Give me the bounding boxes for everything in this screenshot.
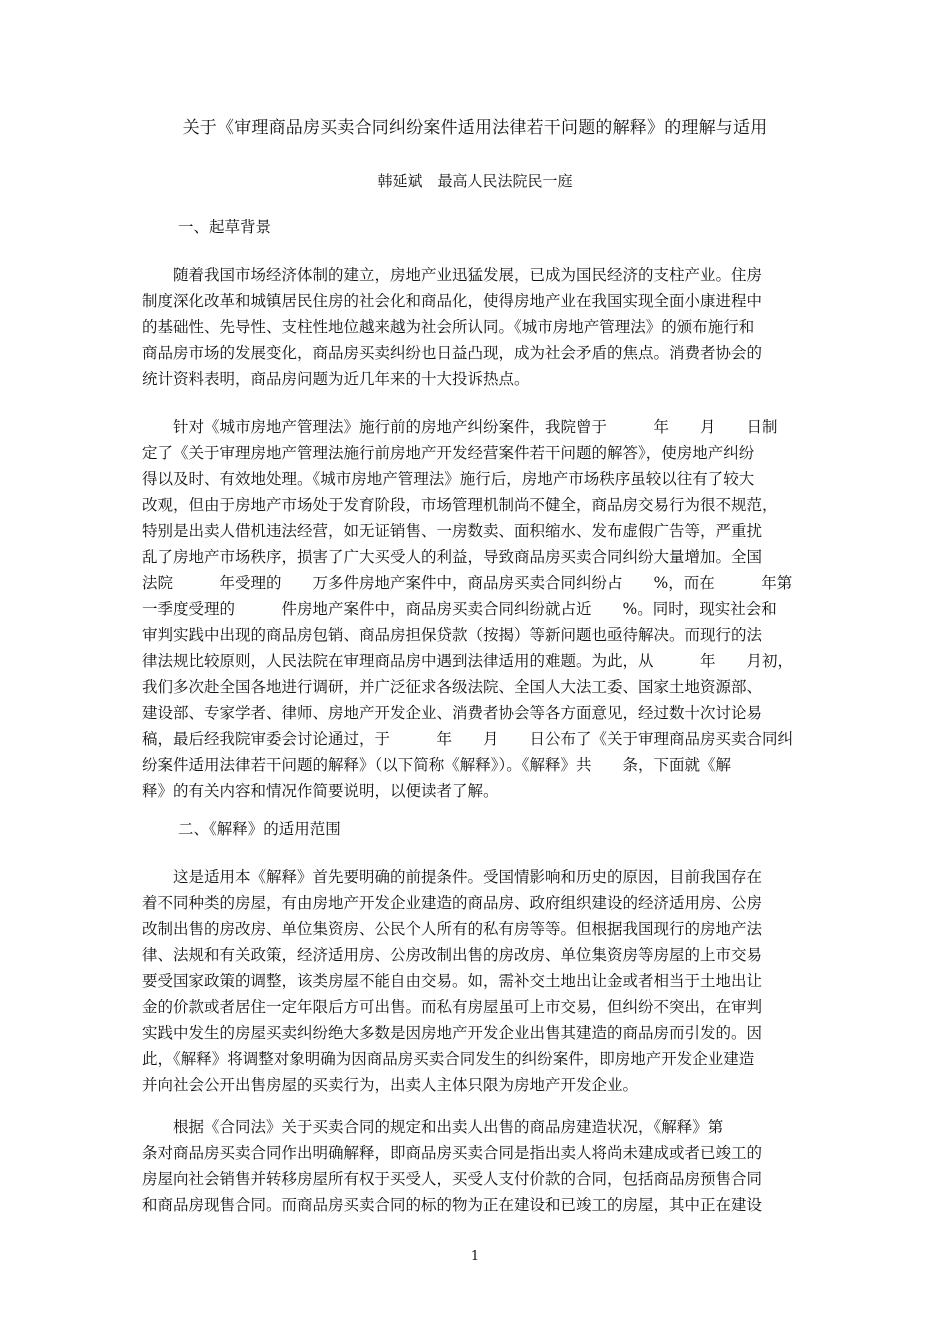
paragraph-line: 审判实践中出现的商品房包销、商品房担保贷款（按揭）等新问题也亟待解决。而现行的法 bbox=[142, 626, 763, 644]
paragraph-line: 制度深化改革和城镇居民住房的社会化和商品化，使得房地产业在我国实现全面小康进程中 bbox=[142, 292, 763, 310]
paragraph-line: 一季度受理的 件房地产案件中，商品房买卖合同纠纷就占近 %。同时，现实社会和 bbox=[142, 600, 777, 618]
paragraph-1 bbox=[142, 262, 808, 392]
paragraph-line: 释》的有关内容和情况作简要说明，以便读者了解。 bbox=[142, 782, 499, 800]
paragraph-line: 随着我国市场经济体制的建立，房地产业迅猛发展，已成为国民经济的支柱产业。住房 bbox=[142, 266, 763, 284]
paragraph-line: 律、法规和有关政策，经济适用房、公房改制出售的房改房、单位集资房等房屋的上市交易 bbox=[142, 946, 763, 964]
paragraph-line: 房屋向社会销售并转移房屋所有权于买受人，买受人支付价款的合同，包括商品房预售合同 bbox=[142, 1170, 763, 1188]
section-heading-2: 二、《解释》的适用范围 bbox=[178, 820, 341, 838]
paragraph-line: 乱了房地产市场秩序，损害了广大买受人的利益，导致商品房买卖合同纠纷大量增加。全国 bbox=[142, 548, 763, 566]
paragraph-line: 统计资料表明，商品房问题为近几年来的十大投诉热点。 bbox=[142, 370, 530, 388]
paragraph-line: 建设部、专家学者、律师、房地产开发企业、消费者协会等各方面意见，经过数十次讨论易 bbox=[142, 704, 763, 722]
paragraph-3 bbox=[142, 864, 808, 1098]
page-number: 1 bbox=[470, 1249, 480, 1264]
paragraph-4 bbox=[142, 1114, 808, 1218]
paragraph-line: 这是适用本《解释》首先要明确的前提条件。受国情影响和历史的原因，目前我国存在 bbox=[142, 868, 763, 886]
paragraph-line: 和商品房现售合同。而商品房买卖合同的标的物为正在建设和已竣工的房屋，其中正在建设 bbox=[142, 1196, 763, 1214]
paragraph-line: 此，《解释》将调整对象明确为因商品房买卖合同发生的纠纷案件，即房地产开发企业建造 bbox=[142, 1050, 755, 1068]
paragraph-line: 要受国家政策的调整，该类房屋不能自由交易。如，需补交土地出让金或者相当于土地出让 bbox=[142, 972, 763, 990]
paragraph-line: 针对《城市房地产管理法》施行前的房地产纠纷案件，我院曾于 年 月 日制 bbox=[142, 418, 778, 436]
document-title: 关于《审理商品房买卖合同纠纷案件适用法律若干问题的解释》的理解与适用 bbox=[182, 118, 768, 138]
author-byline: 韩延斌 最高人民法院民一庭 bbox=[377, 172, 573, 190]
paragraph-line: 法院 年受理的 万多件房地产案件中，商品房买卖合同纠纷占 %，而在 年第 bbox=[142, 574, 793, 592]
paragraph-line: 实践中发生的房屋买卖纠纷绝大多数是因房地产开发企业出售其建造的商品房而引发的。因 bbox=[142, 1024, 763, 1042]
paragraph-line: 律法规比较原则，人民法院在审理商品房中遇到法律适用的难题。为此，从 年 月初， bbox=[142, 652, 794, 670]
paragraph-line: 并向社会公开出售房屋的买卖行为，出卖人主体只限为房地产开发企业。 bbox=[142, 1076, 639, 1094]
paragraph-line: 特别是出卖人借机违法经营，如无证销售、一房数卖、面积缩水、发布虚假广告等，严重扰 bbox=[142, 522, 763, 540]
paragraph-line: 着不同种类的房屋，有由房地产开发企业建造的商品房、政府组织建设的经济适用房、公房 bbox=[142, 894, 763, 912]
paragraph-line: 纷案件适用法律若干问题的解释》（以下简称《解释》）。《解释》共 条，下面就《解 bbox=[142, 756, 732, 774]
paragraph-line: 根据《合同法》关于买卖合同的规定和出卖人出售的商品房建造状况，《解释》第 bbox=[142, 1118, 724, 1136]
paragraph-line: 定了《关于审理房地产管理法施行前房地产开发经营案件若干问题的解答》，使房地产纠纷 bbox=[142, 444, 755, 462]
paragraph-2 bbox=[142, 414, 808, 804]
paragraph-line: 金的价款或者居住一定年限后方可出售。而私有房屋虽可上市交易，但纠纷不突出，在审判 bbox=[142, 998, 763, 1016]
paragraph-line: 条对商品房买卖合同作出明确解释，即商品房买卖合同是指出卖人将尚未建成或者已竣工的 bbox=[142, 1144, 763, 1162]
paragraph-line: 改观，但由于房地产市场处于发育阶段，市场管理机制尚不健全，商品房交易行为很不规范， bbox=[142, 496, 778, 514]
section-heading-1: 一、起草背景 bbox=[178, 218, 272, 236]
paragraph-line: 改制出售的房改房、单位集资房、公民个人所有的私有房等等。但根据我国现行的房地产法 bbox=[142, 920, 763, 938]
paragraph-line: 我们多次赴全国各地进行调研，并广泛征求各级法院、全国人大法工委、国家土地资源部、 bbox=[142, 678, 763, 696]
paragraph-line: 得以及时、有效地处理。《城市房地产管理法》施行后，房地产市场秩序虽较以往有了较大 bbox=[142, 470, 755, 488]
paragraph-line: 商品房市场的发展变化，商品房买卖纠纷也日益凸现，成为社会矛盾的焦点。消费者协会的 bbox=[142, 344, 763, 362]
paragraph-line: 的基础性、先导性、支柱性地位越来越为社会所认同。《城市房地产管理法》的颁布施行和 bbox=[142, 318, 755, 336]
paragraph-line: 稿，最后经我院审委会讨论通过，于 年 月 日公布了《关于审理商品房买卖合同纠 bbox=[142, 730, 794, 748]
